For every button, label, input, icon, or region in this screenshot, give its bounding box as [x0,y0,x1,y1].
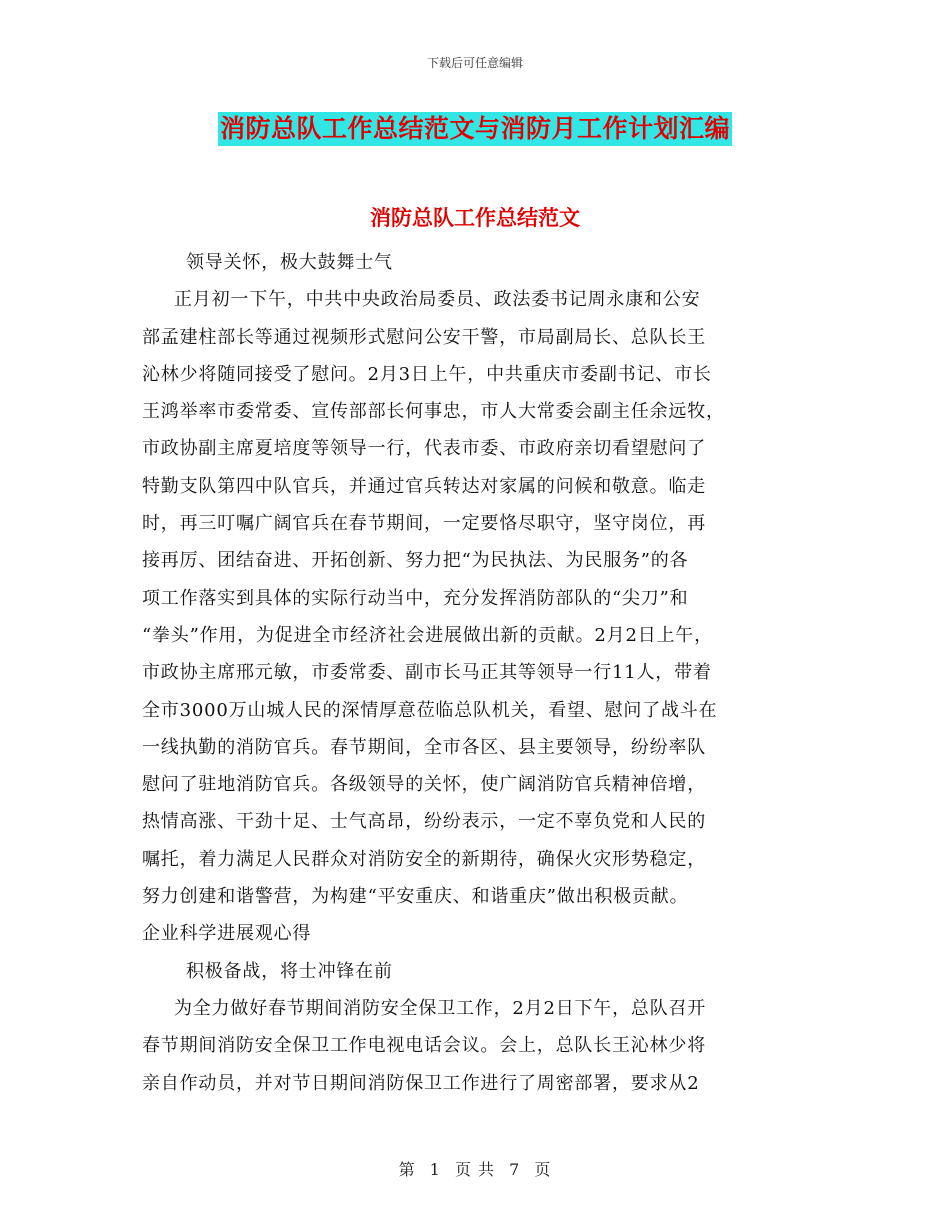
body-line: 全市3000万山城人民的深情厚意莅临总队机关，看望、慰问了战斗在 [142,699,718,721]
footer-suffix: 页 [534,1160,552,1179]
body-line: 为全力做好春节期间消防安全保卫工作，2月2日下午，总队召开 [174,997,707,1019]
footer-page-number: 1 [429,1160,441,1179]
body-line: 市政协主席邢元敏，市委常委、副市长马正其等领导一行11人，带着 [142,662,712,684]
body-line: 项工作落实到具体的实际行动当中，充分发挥消防部队的“尖刀”和 [142,587,689,609]
document-body [142,244,822,1102]
section-title: 消防总队工作总结范文 [370,205,580,230]
body-line: 领导关怀，极大鼓舞士气 [186,252,393,273]
footer-total-pages: 7 [509,1160,521,1179]
body-line: 嘱托，着力满足人民群众对消防安全的新期待，确保火灾形势稳定， [142,848,706,870]
body-line: 市政协副主席夏培度等领导一行，代表市委、市政府亲切看望慰问了 [142,438,706,460]
footer-middle: 页 共 [454,1160,496,1179]
body-line: 春节期间消防安全保卫工作电视电话会议。会上，总队长王沁林少将 [142,1035,706,1057]
body-line: 沁林少将随同接受了慰问。2月3日上午，中共重庆市委副书记、市长 [142,363,712,385]
body-line: 慰问了驻地消防官兵。各级领导的关怀，使广阔消防官兵精神倍增， [142,774,706,796]
body-line: 时，再三叮嘱广阔官兵在春节期间，一定要恪尽职守，坚守岗位，再 [142,513,706,535]
body-line: 王鸿举率市委常委、宣传部部长何事忠，市人大常委会副主任余远牧， [142,401,725,423]
body-line: 接再厉、团结奋进、开拓创新、努力把“为民执法、为民服务”的各 [142,550,689,572]
body-line: 一线执勤的消防官兵。春节期间，全市各区、县主要领导，纷纷率队 [142,736,706,758]
document-title [0,112,950,146]
footer-prefix: 第 [398,1160,416,1179]
body-line: “拳头”作用，为促进全市经济社会进展做出新的贡献。2月2日上午， [142,624,713,646]
header-note: 下载后可任意编辑 [426,56,523,70]
page-footer [0,1157,950,1180]
body-line: 部孟建柱部长等通过视频形式慰问公安干警，市局副局长、总队长王 [142,326,706,348]
body-line: 积极备战，将士冲锋在前 [186,960,393,982]
body-line: 热情高涨、干劲十足、士气高昂，纷纷表示，一定不辜负党和人民的 [142,811,706,833]
document-title-text: 消防总队工作总结范文与消防月工作计划汇编 [218,112,732,146]
body-line: 努力创建和谐警营，为构建“平安重庆、和谐重庆”做出积极贡献。 [142,886,689,908]
body-line: 亲自作动员，并对节日期间消防保卫工作进行了周密部署，要求从2 [142,1072,700,1094]
body-line: 正月初一下午，中共中央政治局委员、政法委书记周永康和公安 [174,289,701,311]
body-line: 特勤支队第四中队官兵，并通过官兵转达对家属的问候和敬意。临走 [142,475,706,497]
body-line: 企业科学进展观心得 [142,923,312,945]
